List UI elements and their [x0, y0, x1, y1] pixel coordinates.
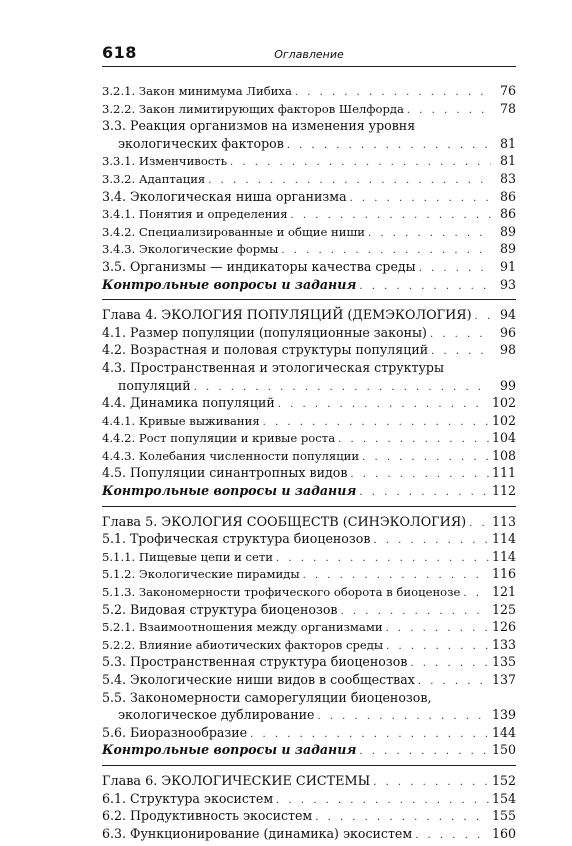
- toc-page-number: 113: [491, 513, 516, 529]
- dot-leader: [350, 190, 491, 208]
- toc-entry-title: 4.4. Динамика популяций: [102, 395, 275, 411]
- toc-page-number: 125: [491, 601, 516, 617]
- toc-chapter-entry: [102, 513, 516, 531]
- toc-page-number: 160: [491, 825, 516, 841]
- toc-entry-title: 6.1. Структура экосистем: [102, 790, 274, 806]
- dot-leader: [338, 431, 489, 449]
- dot-leader: [359, 278, 491, 296]
- toc-entry-continuation: [102, 706, 516, 724]
- toc-entry: [102, 188, 516, 206]
- toc-page-number: 111: [491, 465, 516, 481]
- toc-entry: [102, 447, 516, 465]
- toc-page-number: 81: [499, 135, 516, 151]
- toc-page-number: 86: [499, 188, 516, 204]
- toc-page-number: 137: [491, 672, 516, 687]
- toc-entry-title: 4.3. Пространственная и этологическая структуры: [102, 359, 445, 375]
- toc-entry: [102, 636, 516, 654]
- dot-leader: [350, 466, 489, 484]
- toc-page-number: 135: [491, 654, 516, 670]
- toc-entry: [102, 464, 516, 482]
- toc-page-number: 126: [491, 619, 516, 635]
- toc-entry-title: 3.4.3. Экологические формы: [102, 242, 279, 257]
- toc-page-number: 89: [499, 223, 516, 239]
- toc-entry-title: 3.4. Экологическая ниша организма: [102, 188, 347, 204]
- toc-entry: [102, 618, 516, 636]
- toc-page-number: 155: [491, 808, 516, 824]
- toc-entry-title: 6.2. Продуктивность экосистем: [102, 808, 313, 824]
- toc-entry: [102, 324, 516, 342]
- toc-entry-continuation: [102, 377, 516, 395]
- toc-entry: [102, 689, 516, 724]
- dot-leader: [303, 567, 489, 585]
- toc-page-number: 99: [499, 377, 516, 393]
- toc-entry-title: 5.3. Пространственная структура биоценозов: [102, 654, 408, 670]
- toc-entry: [102, 223, 516, 241]
- toc-group: [102, 765, 516, 846]
- toc-page-number: 76: [499, 83, 516, 98]
- dot-leader: [469, 515, 489, 533]
- toc-entry: [102, 429, 516, 447]
- toc-entry-title: Контрольные вопросы и задания: [102, 742, 357, 758]
- toc-entry-title: 3.3.2. Адаптация: [102, 171, 206, 186]
- toc-entry-title: 5.2.2. Влияние абиотических факторов среды: [102, 637, 384, 652]
- toc-page-number: 89: [499, 241, 516, 257]
- dot-leader: [295, 84, 491, 102]
- toc-group: [102, 506, 516, 763]
- toc-page-number: 112: [491, 483, 516, 499]
- toc-entry: [102, 482, 516, 500]
- toc-entry-title: Глава 5. ЭКОЛОГИЯ СООБЩЕСТВ (СИНЭКОЛОГИЯ): [102, 514, 467, 530]
- dot-leader: [368, 225, 491, 243]
- toc-entry-title: Глава 4. ЭКОЛОГИЯ ПОПУЛЯЦИЙ (ДЕМЭКОЛОГИЯ): [102, 308, 472, 324]
- toc-entry-title: 4.4.1. Кривые выживания: [102, 413, 260, 428]
- table-of-contents: [102, 80, 516, 846]
- toc-page-number: 91: [499, 258, 516, 274]
- toc-page-number: 121: [491, 584, 516, 600]
- toc-entry-title: 3.3.1. Изменчивость: [102, 154, 228, 169]
- toc-entry-title: 5.4. Экологические ниши видов в сообществах: [102, 672, 415, 687]
- toc-entry: [102, 394, 516, 412]
- toc-page-number: 94: [499, 307, 516, 323]
- toc-entry-title: 3.2.1. Закон минимума Либиха: [102, 84, 292, 98]
- toc-entry-title: 4.4.2. Рост популяции и кривые роста: [102, 431, 336, 446]
- toc-entry: [102, 583, 516, 601]
- dot-leader: [418, 673, 489, 691]
- toc-entry: [102, 653, 516, 671]
- toc-entry-title: 5.2.1. Взаимоотношения между организмами: [102, 620, 383, 635]
- toc-page-number: 152: [491, 772, 516, 788]
- toc-entry: [102, 565, 516, 583]
- toc-entry-title-continuation: экологическое дублирование: [118, 707, 315, 723]
- dot-leader: [475, 308, 491, 326]
- toc-page-number: 83: [499, 170, 516, 186]
- toc-page-number: 96: [499, 324, 516, 340]
- toc-entry: [102, 530, 516, 548]
- dot-leader: [386, 620, 489, 638]
- toc-page-number: 93: [499, 276, 516, 292]
- toc-entry: [102, 807, 516, 825]
- dot-leader: [359, 743, 489, 761]
- toc-page-number: 150: [491, 742, 516, 758]
- toc-entry-title: 4.1. Размер популяции (популяционные законы): [102, 324, 427, 340]
- toc-entry: [102, 152, 516, 170]
- toc-entry: [102, 412, 516, 430]
- toc-page-number: 114: [491, 548, 516, 564]
- toc-entry-title: 5.5. Закономерности саморегуляции биоценозов,: [102, 689, 432, 705]
- toc-entry-title-continuation: популяций: [118, 377, 191, 393]
- toc-page-number: 133: [491, 636, 516, 652]
- toc-entry: [102, 359, 516, 394]
- toc-entry: [102, 548, 516, 566]
- toc-entry-title: 5.1.2. Экологические пирамиды: [102, 567, 300, 582]
- toc-entry: [102, 258, 516, 276]
- toc-entry-title: 3.5. Организмы — индикаторы качества среды: [102, 258, 416, 274]
- toc-page-number: 108: [491, 447, 516, 463]
- toc-page-number: 154: [491, 790, 516, 806]
- toc-entry: [102, 671, 516, 689]
- dot-leader: [373, 774, 489, 792]
- toc-entry-title: 3.4.1. Понятия и определения: [102, 207, 288, 222]
- dot-leader: [341, 603, 489, 621]
- dot-leader: [373, 532, 489, 550]
- dot-leader: [407, 102, 491, 120]
- toc-entry-title: 5.2. Видовая структура биоценозов: [102, 601, 338, 617]
- toc-group: [102, 80, 516, 297]
- dot-leader: [317, 708, 489, 726]
- running-title: Оглавление: [274, 48, 344, 61]
- toc-page-number: 102: [491, 395, 516, 411]
- toc-page-number: 86: [499, 206, 516, 222]
- dot-leader: [230, 154, 491, 172]
- page-number: 618: [102, 43, 137, 62]
- dot-leader: [419, 260, 491, 278]
- toc-entry: [102, 741, 516, 759]
- toc-entry-title: Контрольные вопросы и задания: [102, 276, 357, 292]
- toc-entry: [102, 170, 516, 188]
- toc-page-number: 102: [491, 412, 516, 428]
- toc-entry-title: 3.3. Реакция организмов на изменения уровня: [102, 118, 416, 134]
- toc-page-number: 139: [491, 707, 516, 723]
- dot-leader: [287, 137, 491, 155]
- page-header: [102, 42, 516, 67]
- toc-page-number: 144: [491, 724, 516, 740]
- toc-entry-title: Глава 6. ЭКОЛОГИЧЕСКИЕ СИСТЕМЫ: [102, 773, 371, 789]
- toc-entry: [102, 82, 516, 100]
- toc-entry-title: 5.6. Биоразнообразие: [102, 724, 248, 740]
- toc-entry-title-continuation: экологических факторов: [118, 135, 284, 151]
- dot-leader: [263, 414, 489, 432]
- dot-leader: [430, 326, 491, 344]
- toc-entry-title: 5.1.1. Пищевые цепи и сети: [102, 549, 274, 564]
- toc-entry: [102, 100, 516, 118]
- toc-chapter-entry: [102, 306, 516, 324]
- toc-entry-title: Контрольные вопросы и задания: [102, 483, 357, 499]
- dot-leader: [362, 449, 489, 467]
- toc-entry: [102, 825, 516, 843]
- toc-entry: [102, 601, 516, 619]
- toc-entry-title: 5.1.3. Закономерности трофического оборота в биоценозе: [102, 585, 461, 600]
- toc-entry-continuation: [102, 135, 516, 153]
- dot-leader: [463, 585, 489, 603]
- toc-entry-title: 3.4.2. Специализированные и общие ниши: [102, 224, 366, 239]
- toc-page-number: 78: [499, 100, 516, 116]
- dot-leader: [278, 396, 489, 414]
- dot-leader: [415, 827, 489, 845]
- toc-entry: [102, 276, 516, 294]
- toc-entry-title: 3.2.2. Закон лимитирующих факторов Шелфорда: [102, 101, 404, 116]
- toc-chapter-entry: [102, 772, 516, 790]
- toc-entry-title: 6.3. Функционирование (динамика) экосистем: [102, 825, 413, 841]
- toc-entry: [102, 240, 516, 258]
- toc-entry-title: 5.1. Трофическая структура биоценозов: [102, 531, 371, 547]
- toc-page-number: 98: [499, 342, 516, 358]
- toc-page-number: 116: [491, 566, 516, 582]
- dot-leader: [291, 207, 491, 225]
- toc-entry: [102, 790, 516, 808]
- toc-page-number: 81: [499, 153, 516, 169]
- dot-leader: [276, 550, 489, 568]
- toc-entry-title: 4.2. Возрастная и половая структуры популяций: [102, 342, 429, 358]
- toc-entry-title: 4.5. Популяции синантропных видов: [102, 465, 348, 481]
- toc-entry: [102, 117, 516, 152]
- toc-entry: [102, 205, 516, 223]
- toc-page-number: 114: [491, 531, 516, 547]
- toc-entry: [102, 724, 516, 742]
- toc-group: [102, 299, 516, 504]
- toc-entry: [102, 341, 516, 359]
- toc-entry-title: 4.4.3. Колебания численности популяции: [102, 448, 360, 463]
- dot-leader: [359, 484, 489, 502]
- dot-leader: [410, 655, 489, 673]
- toc-page-number: 104: [491, 430, 516, 446]
